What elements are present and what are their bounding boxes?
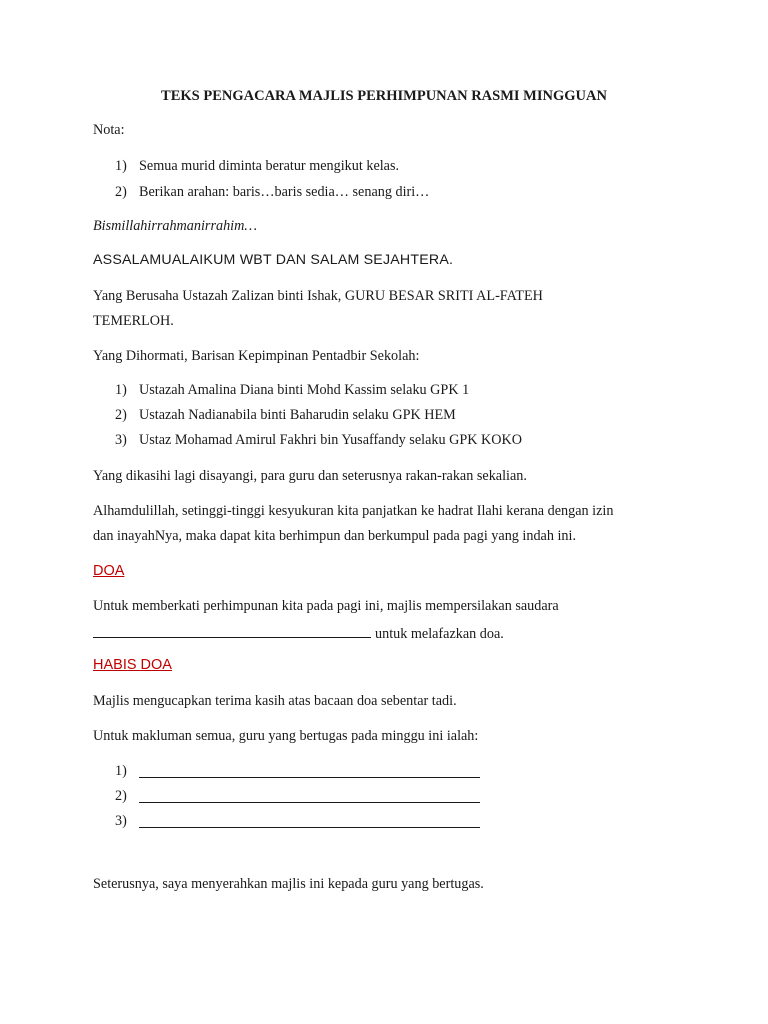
nota-item-1-text: Semua murid diminta beratur mengikut kelas.	[139, 158, 400, 174]
nota-item-1-number: 1)	[115, 158, 127, 174]
pentadbir-item-1-text: Ustazah Amalina Diana binti Mohd Kassim selaku GPK 1	[139, 382, 470, 398]
document-title: TEKS PENGACARA MAJLIS PERHIMPUNAN RASMI MINGGUAN	[161, 88, 607, 104]
nota-item-2-number: 2)	[115, 184, 127, 200]
bertugas-item-2-blank	[139, 788, 480, 808]
doa-line-2	[93, 623, 504, 643]
pentadbir-item-1-number: 1)	[115, 382, 127, 398]
dikasihi-line: Yang dikasihi lagi disayangi, para guru dan seterusnya rakan-rakan sekalian.	[93, 468, 527, 484]
alhamdulillah-line-1: Alhamdulillah, setinggi-tinggi kesyukuran kita panjatkan ke hadrat Ilahi kerana dengan izin	[93, 503, 614, 519]
bismillah-line: Bismillahirrahmanirrahim…	[93, 218, 257, 234]
pentadbir-item-2-text: Ustazah Nadianabila binti Baharudin selaku GPK HEM	[139, 407, 456, 423]
makluman-line: Untuk makluman semua, guru yang bertugas pada minggu ini ialah:	[93, 728, 479, 744]
bertugas-item-2-number: 2)	[115, 788, 127, 804]
salam-line: ASSALAMUALAIKUM WBT DAN SALAM SEJAHTERA.	[93, 252, 454, 268]
nota-item-2-text: Berikan arahan: baris…baris sedia… senang diri…	[139, 184, 430, 200]
pentadbir-item-3-text: Ustaz Mohamad Amirul Fakhri bin Yusaffandy selaku GPK KOKO	[139, 432, 523, 448]
berusaha-line-1: Yang Berusaha Ustazah Zalizan binti Ishak, GURU BESAR SRITI AL-FATEH	[93, 288, 543, 304]
bertugas-item-3-number: 3)	[115, 813, 127, 829]
bertugas-item-1-blank	[139, 763, 480, 783]
bertugas-item-3-blank	[139, 813, 480, 833]
penutup-line: Seterusnya, saya menyerahkan majlis ini kepada guru yang bertugas.	[93, 876, 484, 892]
doa-name-blank	[93, 623, 371, 638]
pentadbir-item-3-number: 3)	[115, 432, 127, 448]
alhamdulillah-line-2: dan inayahNya, maka dapat kita berhimpun dan berkumpul pada pagi yang indah ini.	[93, 528, 577, 544]
doa-line-1: Untuk memberkati perhimpunan kita pada pagi ini, majlis mempersilakan saudara	[93, 598, 559, 614]
pentadbir-item-2-number: 2)	[115, 407, 127, 423]
habis-doa-heading: HABIS DOA	[93, 657, 172, 673]
bertugas-item-1-number: 1)	[115, 763, 127, 779]
doa-line-2-suffix: untuk melafazkan doa.	[375, 626, 504, 642]
nota-label: Nota:	[93, 122, 125, 138]
dihormati-line: Yang Dihormati, Barisan Kepimpinan Pentadbir Sekolah:	[93, 348, 420, 364]
doa-heading: DOA	[93, 563, 125, 579]
berusaha-line-2: TEMERLOH.	[93, 313, 174, 329]
terima-kasih-line: Majlis mengucapkan terima kasih atas bacaan doa sebentar tadi.	[93, 693, 457, 709]
